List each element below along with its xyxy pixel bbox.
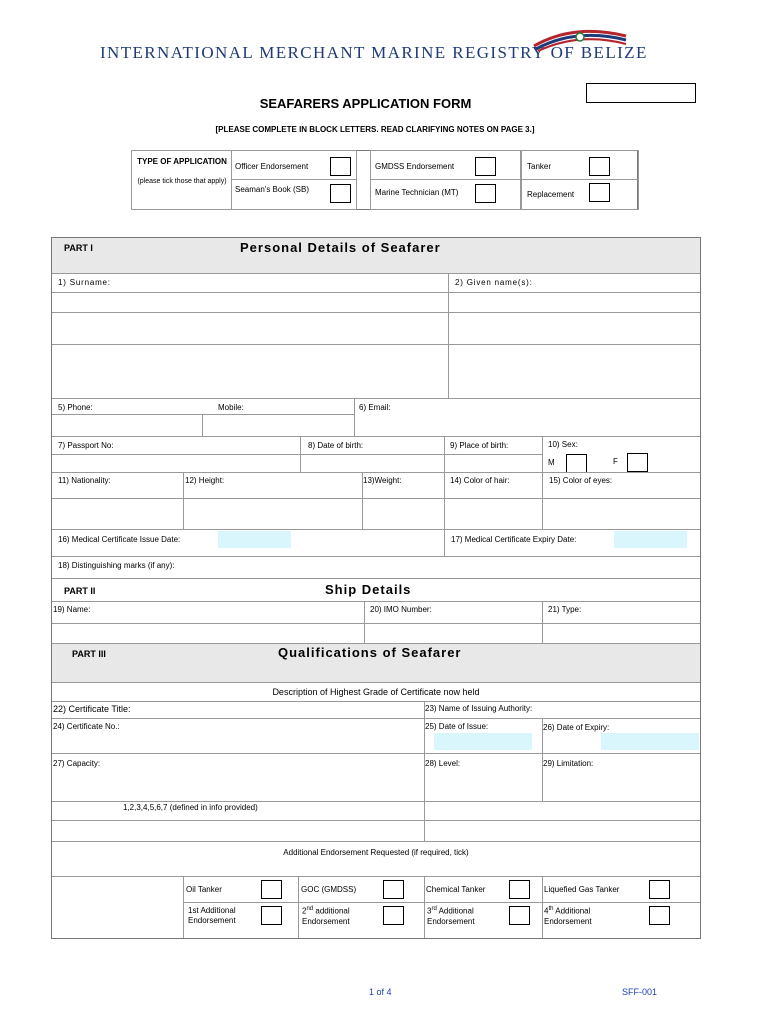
hair-label: 14) Color of hair: <box>450 476 510 485</box>
certificate-number-label: 24) Certificate No.: <box>53 722 120 731</box>
marine-technician-checkbox[interactable] <box>475 184 496 203</box>
seafarer-form <box>51 237 701 939</box>
third-additional-endorsement-label: 3rd Additional Endorsement <box>427 906 475 926</box>
given-names-label: 2) Given name(s): <box>455 278 533 287</box>
form-title: SEAFARERS APPLICATION FORM <box>259 96 472 111</box>
limitation-label: 29) Limitation: <box>543 759 594 768</box>
gmdss-endorsement-cell <box>370 150 521 180</box>
sex-m-label: M <box>548 458 555 467</box>
issuing-authority-label: 23) Name of Issuing Authority: <box>425 704 533 713</box>
phone-label: 5) Phone: <box>58 403 93 412</box>
oil-tanker-checkbox[interactable] <box>261 880 282 899</box>
first-additional-endorsement-label: 1st Additional Endorsement <box>188 906 236 925</box>
goc-gmdss-checkbox[interactable] <box>383 880 404 899</box>
sex-f-checkbox[interactable] <box>627 453 648 472</box>
replacement-label: Replacement <box>527 190 575 199</box>
officer-endorsement-checkbox[interactable] <box>330 157 351 176</box>
application-type-label: TYPE OF APPLICATION <box>137 157 227 166</box>
sex-label: 10) Sex: <box>548 440 578 449</box>
sex-f-label: F <box>613 457 618 466</box>
passport-label: 7) Passport No: <box>58 441 114 450</box>
part1-title: Personal Details of Seafarer <box>240 240 441 255</box>
nationality-label: 11) Nationality: <box>58 476 111 485</box>
replacement-checkbox[interactable] <box>589 183 610 202</box>
expiry-date-input[interactable] <box>601 733 699 750</box>
application-type-sublabel: (please tick those that apply) <box>137 178 227 185</box>
height-label: 12) Height: <box>185 476 225 485</box>
medical-expiry-date-input[interactable] <box>614 531 687 548</box>
tanker-checkbox[interactable] <box>589 157 610 176</box>
seamans-book-cell <box>231 179 357 210</box>
first-additional-endorsement-checkbox[interactable] <box>261 906 282 925</box>
surname-label: 1) Surname: <box>58 278 111 287</box>
dob-label: 8) Date of birth: <box>308 441 364 450</box>
part2-title: Ship Details <box>325 582 412 597</box>
part2-label: PART II <box>64 586 96 596</box>
oil-tanker-label: Oil Tanker <box>186 885 222 894</box>
liquefied-gas-tanker-label: Liquefied Gas Tanker <box>544 885 620 894</box>
medical-issue-date-input[interactable] <box>218 531 291 548</box>
additional-endorsement-label: Additional Endorsement Requested (if required, tick) <box>283 848 469 857</box>
ship-type-label: 21) Type: <box>548 605 582 614</box>
sex-m-checkbox[interactable] <box>566 454 587 473</box>
fourth-additional-endorsement-label: 4th Additional Endorsement <box>544 906 592 926</box>
imo-number-label: 20) IMO Number: <box>370 605 432 614</box>
second-additional-endorsement-label: 2nd additional Endorsement <box>302 906 350 926</box>
instructions-note: [PLEASE COMPLETE IN BLOCK LETTERS. READ CLARIFYING NOTES ON PAGE 3.] <box>215 125 535 134</box>
capacity-label: 27) Capacity: <box>53 759 101 768</box>
certificate-title-label: 22) Certificate Title: <box>53 704 131 714</box>
marine-technician-label: Marine Technician (MT) <box>375 188 459 197</box>
gmdss-endorsement-checkbox[interactable] <box>475 157 496 176</box>
tanker-label: Tanker <box>527 162 552 171</box>
chemical-tanker-label: Chemical Tanker <box>426 885 486 894</box>
medical-expiry-label: 17) Medical Certificate Expiry Date: <box>451 535 577 544</box>
seamans-book-label: Seaman's Book (SB) <box>235 185 310 194</box>
mobile-label: Mobile: <box>218 403 244 412</box>
medical-issue-label: 16) Medical Certificate Issue Date: <box>58 535 181 544</box>
level-label: 28) Level: <box>425 759 461 768</box>
part3-label: PART III <box>72 649 106 659</box>
second-additional-endorsement-checkbox[interactable] <box>383 906 404 925</box>
liquefied-gas-tanker-checkbox[interactable] <box>649 880 670 899</box>
officer-endorsement-cell <box>231 150 357 180</box>
goc-gmdss-label: GOC (GMDSS) <box>301 885 357 894</box>
email-label: 6) Email: <box>359 403 391 412</box>
fourth-additional-endorsement-checkbox[interactable] <box>649 906 670 925</box>
replacement-cell <box>521 179 639 210</box>
seamans-book-checkbox[interactable] <box>330 184 351 203</box>
ship-name-label: 19) Name: <box>53 605 91 614</box>
expiry-date-label: 26) Date of Expiry: <box>543 723 610 732</box>
form-code: SFF-001 <box>622 987 658 997</box>
belize-flag-logo <box>532 26 628 52</box>
marine-technician-cell <box>370 179 521 210</box>
issue-date-label: 25) Date of Issue: <box>425 722 489 731</box>
chemical-tanker-checkbox[interactable] <box>509 880 530 899</box>
pob-label: 9) Place of birth: <box>450 441 509 450</box>
defined-note: 1,2,3,4,5,6,7 (defined in info provided) <box>123 803 258 812</box>
tanker-cell <box>521 150 639 180</box>
gmdss-endorsement-label: GMDSS Endorsement <box>375 162 455 171</box>
part1-label: PART I <box>64 243 93 253</box>
application-type-table <box>131 150 638 210</box>
eyes-label: 15) Color of eyes: <box>549 476 613 485</box>
application-type-cell <box>131 150 232 210</box>
registry-title: INTERNATIONAL MERCHANT MARINE REGISTRY OF BELIZE <box>100 43 648 62</box>
distinguishing-marks-label: 18) Distinguishing marks (if any): <box>58 561 175 570</box>
certificate-description: Description of Highest Grade of Certificate now held <box>272 687 480 697</box>
third-additional-endorsement-checkbox[interactable] <box>509 906 530 925</box>
page-number: 1 of 4 <box>369 987 392 997</box>
weight-label: 13)Weight: <box>363 476 402 485</box>
officer-endorsement-label: Officer Endorsement <box>235 162 309 171</box>
part3-title: Qualifications of Seafarer <box>278 645 462 660</box>
issue-date-input[interactable] <box>434 733 532 750</box>
